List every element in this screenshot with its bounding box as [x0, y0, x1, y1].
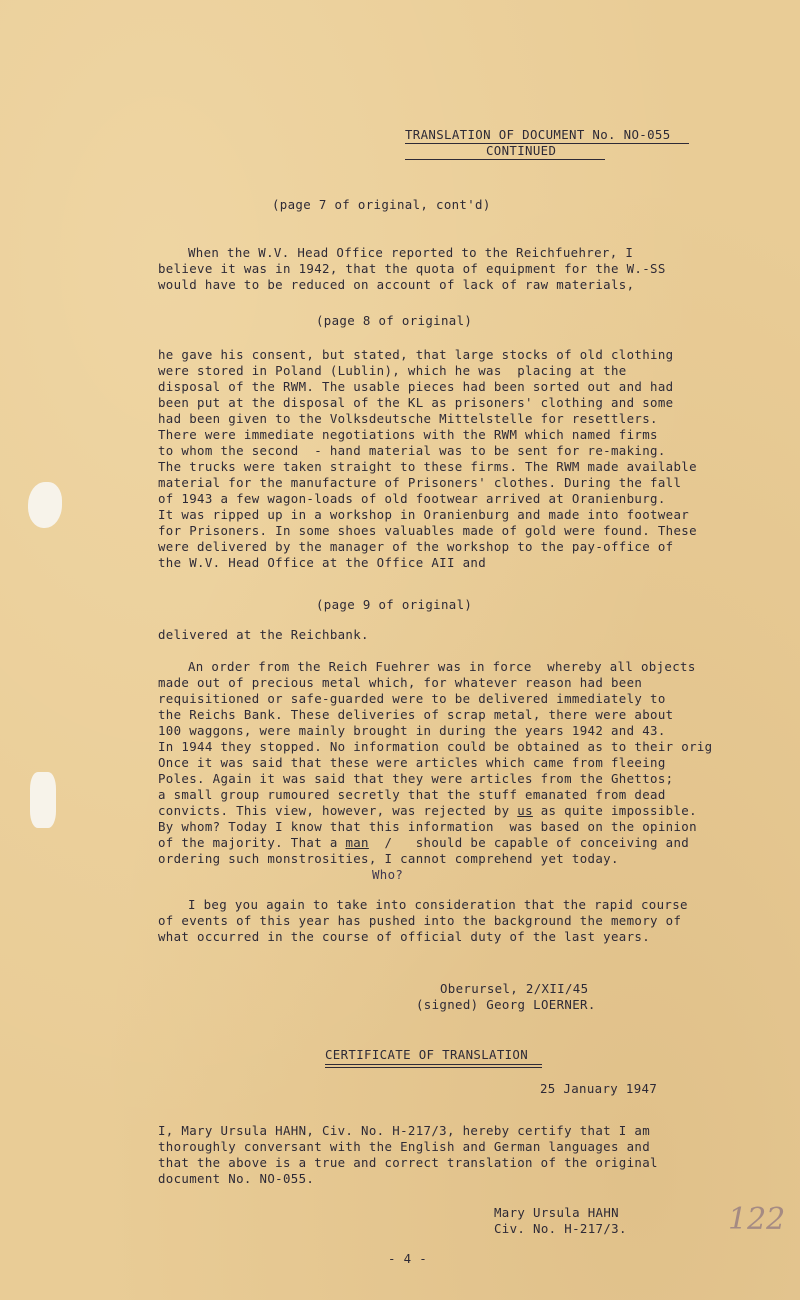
para4-line: Poles. Again it was said that they were articles from the Ghettos; [158, 771, 674, 786]
punch-hole-top [28, 482, 62, 528]
certificate-line: that the above is a true and correct translation of the original [158, 1155, 658, 1170]
underlined-us: us [517, 803, 533, 818]
para4-line: By whom? Today I know that this information was based on the opinion [158, 819, 697, 834]
para5-line: of events of this year has pushed into the background the memory of [158, 913, 682, 928]
para2-line: The trucks were taken straight to these firms. The RWM made available [158, 459, 697, 474]
para1-line: When the W.V. Head Office reported to the Reichfuehrer, I [188, 245, 634, 260]
document-heading: TRANSLATION OF DOCUMENT No. NO-055 [405, 127, 671, 142]
page-number: - 4 - [388, 1251, 428, 1266]
certificate-signature-name: Mary Ursula HAHN [494, 1205, 619, 1220]
handwritten-insert-who: Who? [372, 867, 404, 882]
para1-line: would have to be reduced on account of lack of raw materials, [158, 277, 635, 292]
signature-signed: (signed) Georg LOERNER. [416, 997, 596, 1012]
underlined-man: man [345, 835, 369, 850]
para4-line: a small group rumoured secretly that the stuff emanated from dead [158, 787, 666, 802]
para4-line: 100 waggons, were mainly brought in during the years 1942 and 43. [158, 723, 666, 738]
para5-line: what occurred in the course of official duty of the last years. [158, 929, 651, 944]
para2-line: There were immediate negotiations with the RWM which named firms [158, 427, 658, 442]
certificate-signature-civ: Civ. No. H-217/3. [494, 1221, 627, 1236]
para2-line: disposal of the RWM. The usable pieces had been sorted out and had [158, 379, 674, 394]
page-ref-9: (page 9 of original) [316, 597, 473, 612]
text-run: convicts. This view, however, was rejected by [158, 803, 518, 818]
para2-line: to whom the second - hand material was to be sent for re-making. [158, 443, 666, 458]
para2-line: It was ripped up in a workshop in Oranienburg and made into footwear [158, 507, 690, 522]
continued-underline [405, 159, 605, 160]
certificate-title: CERTIFICATE OF TRANSLATION [325, 1047, 529, 1062]
para4-line: An order from the Reich Fuehrer was in force whereby all objects [188, 659, 696, 674]
text-run: as quite impossible. [532, 803, 697, 818]
para4-line: Once it was said that these were articles which came from fleeing [158, 755, 666, 770]
punch-hole-bottom [30, 772, 56, 828]
para3-line: delivered at the Reichbank. [158, 627, 369, 642]
para2-line: had been given to the Volksdeutsche Mittelstelle for resettlers. [158, 411, 658, 426]
para4-line: ordering such monstrosities, I cannot comprehend yet today. [158, 851, 619, 866]
para1-line: believe it was in 1942, that the quota of equipment for the W.-SS [158, 261, 666, 276]
para4-line: made out of precious metal which, for whatever reason had been [158, 675, 643, 690]
certificate-line: thoroughly conversant with the English and German languages and [158, 1139, 651, 1154]
para4-line [158, 836, 689, 850]
para2-line: he gave his consent, but stated, that large stocks of old clothing [158, 347, 674, 362]
text-run: of the majority. That a [158, 835, 346, 850]
document-heading-continued: CONTINUED [486, 143, 557, 158]
signature-place-date: Oberursel, 2/XII/45 [440, 981, 589, 996]
para5-line: I beg you again to take into consideration that the rapid course [188, 897, 688, 912]
certificate-date: 25 January 1947 [540, 1081, 658, 1096]
certificate-underline-2 [325, 1067, 542, 1068]
para2-line: the W.V. Head Office at the Office AII and [158, 555, 487, 570]
certificate-line: document No. NO-055. [158, 1171, 315, 1186]
para4-line [158, 804, 697, 818]
text-run: / should be capable of conceiving and [368, 835, 690, 850]
para2-line: been put at the disposal of the KL as prisoners' clothing and some [158, 395, 674, 410]
handwritten-page-number: 122 [728, 1202, 786, 1237]
page-ref-7: (page 7 of original, cont'd) [272, 197, 491, 212]
para4-line: the Reichs Bank. These deliveries of scrap metal, there were about [158, 707, 674, 722]
certificate-underline [325, 1064, 542, 1065]
certificate-line: I, Mary Ursula HAHN, Civ. No. H-217/3, hereby certify that I am [158, 1123, 651, 1138]
para2-line: material for the manufacture of Prisoners' clothes. During the fall [158, 475, 682, 490]
para2-line: for Prisoners. In some shoes valuables made of gold were found. These [158, 523, 697, 538]
para2-line: of 1943 a few wagon-loads of old footwear arrived at Oranienburg. [158, 491, 666, 506]
para4-line: In 1944 they stopped. No information could be obtained as to their orig [158, 739, 713, 754]
page-ref-8: (page 8 of original) [316, 313, 473, 328]
para2-line: were stored in Poland (Lublin), which he was placing at the [158, 363, 627, 378]
para4-line: requisitioned or safe-guarded were to be delivered immediately to [158, 691, 666, 706]
para2-line: were delivered by the manager of the workshop to the pay-office of [158, 539, 674, 554]
